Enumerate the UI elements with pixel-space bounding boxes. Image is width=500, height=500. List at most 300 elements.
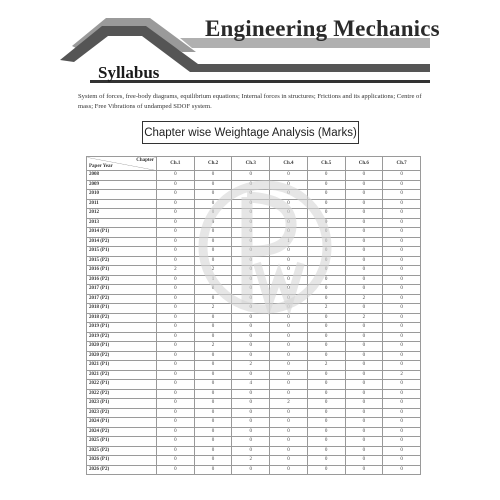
marks-cell-ch7: 0	[383, 332, 421, 342]
table-row	[87, 456, 421, 466]
marks-cell-ch3: 0	[232, 275, 270, 285]
marks-cell-ch1: 0	[157, 456, 195, 466]
marks-cell-ch3: 0	[232, 285, 270, 295]
paper-year-label: Paper Year	[89, 164, 113, 169]
row-year-cell: 2026 (P2)	[87, 465, 157, 475]
table-row	[87, 275, 421, 285]
table-row	[87, 408, 421, 418]
marks-cell-ch2: 0	[194, 323, 232, 333]
marks-cell-ch6: 0	[345, 389, 383, 399]
table-row	[87, 389, 421, 399]
marks-cell-ch1: 0	[157, 218, 195, 228]
marks-cell-ch5: 0	[307, 380, 345, 390]
marks-cell-ch6: 0	[345, 332, 383, 342]
marks-cell-ch6: 0	[345, 209, 383, 219]
row-year-cell: 2012	[87, 209, 157, 219]
marks-cell-ch6: 0	[345, 285, 383, 295]
row-year-cell: 2015 (P1)	[87, 247, 157, 257]
marks-cell-ch5: 0	[307, 446, 345, 456]
marks-cell-ch2: 0	[194, 389, 232, 399]
marks-cell-ch3: 0	[232, 304, 270, 314]
table-row	[87, 465, 421, 475]
marks-cell-ch3: 0	[232, 266, 270, 276]
marks-cell-ch6: 0	[345, 171, 383, 181]
marks-cell-ch7: 0	[383, 294, 421, 304]
marks-cell-ch5: 0	[307, 285, 345, 295]
marks-cell-ch1: 0	[157, 361, 195, 371]
row-year-cell: 2013	[87, 218, 157, 228]
marks-cell-ch3: 0	[232, 399, 270, 409]
marks-cell-ch1: 0	[157, 408, 195, 418]
marks-cell-ch7: 2	[383, 370, 421, 380]
row-year-cell: 2023 (P1)	[87, 399, 157, 409]
row-year-cell: 2019 (P2)	[87, 332, 157, 342]
marks-cell-ch4: 1	[270, 237, 308, 247]
marks-cell-ch4: 0	[270, 171, 308, 181]
marks-cell-ch1: 0	[157, 370, 195, 380]
marks-cell-ch4: 0	[270, 180, 308, 190]
table-row	[87, 437, 421, 447]
marks-cell-ch6: 0	[345, 437, 383, 447]
marks-cell-ch1: 0	[157, 180, 195, 190]
section-title: Chapter wise Weightage Analysis (Marks)	[142, 121, 359, 144]
marks-cell-ch5: 0	[307, 427, 345, 437]
marks-cell-ch2: 0	[194, 446, 232, 456]
marks-cell-ch5: 0	[307, 209, 345, 219]
marks-cell-ch5: 0	[307, 266, 345, 276]
marks-cell-ch1: 0	[157, 294, 195, 304]
marks-cell-ch5: 0	[307, 294, 345, 304]
marks-cell-ch6: 0	[345, 218, 383, 228]
marks-cell-ch7: 0	[383, 285, 421, 295]
table-row	[87, 237, 421, 247]
marks-cell-ch5: 0	[307, 456, 345, 466]
marks-cell-ch5: 0	[307, 313, 345, 323]
marks-cell-ch7: 0	[383, 342, 421, 352]
marks-cell-ch1: 2	[157, 266, 195, 276]
row-year-cell: 2023 (P2)	[87, 408, 157, 418]
marks-cell-ch2: 0	[194, 199, 232, 209]
marks-cell-ch3: 0	[232, 465, 270, 475]
marks-cell-ch1: 0	[157, 427, 195, 437]
table-row	[87, 247, 421, 257]
marks-cell-ch1: 0	[157, 418, 195, 428]
marks-cell-ch6: 2	[345, 313, 383, 323]
table-row	[87, 180, 421, 190]
marks-cell-ch6: 0	[345, 190, 383, 200]
table-row	[87, 399, 421, 409]
marks-cell-ch4: 0	[270, 209, 308, 219]
marks-cell-ch3: 0	[232, 247, 270, 257]
marks-cell-ch5: 0	[307, 228, 345, 238]
marks-cell-ch5: 0	[307, 332, 345, 342]
marks-cell-ch7: 0	[383, 237, 421, 247]
marks-cell-ch5: 0	[307, 180, 345, 190]
marks-cell-ch5: 0	[307, 218, 345, 228]
marks-cell-ch2: 0	[194, 294, 232, 304]
marks-cell-ch4: 0	[270, 266, 308, 276]
marks-cell-ch6: 0	[345, 399, 383, 409]
marks-cell-ch1: 0	[157, 237, 195, 247]
row-year-cell: 2022 (P2)	[87, 389, 157, 399]
marks-cell-ch1: 0	[157, 256, 195, 266]
marks-cell-ch2: 0	[194, 171, 232, 181]
marks-cell-ch3: 0	[232, 446, 270, 456]
marks-cell-ch3: 0	[232, 180, 270, 190]
marks-cell-ch7: 0	[383, 171, 421, 181]
marks-cell-ch4: 0	[270, 275, 308, 285]
table-row	[87, 209, 421, 219]
marks-cell-ch6: 0	[345, 304, 383, 314]
marks-cell-ch7: 0	[383, 304, 421, 314]
marks-cell-ch2: 0	[194, 237, 232, 247]
marks-cell-ch1: 0	[157, 351, 195, 361]
marks-cell-ch7: 0	[383, 199, 421, 209]
marks-cell-ch2: 0	[194, 408, 232, 418]
table-row	[87, 228, 421, 238]
marks-cell-ch7: 0	[383, 228, 421, 238]
marks-cell-ch2: 0	[194, 256, 232, 266]
table-row	[87, 313, 421, 323]
marks-cell-ch6: 0	[345, 351, 383, 361]
row-year-cell: 2018 (P1)	[87, 304, 157, 314]
row-year-cell: 2011	[87, 199, 157, 209]
marks-cell-ch2: 0	[194, 209, 232, 219]
marks-cell-ch1: 0	[157, 323, 195, 333]
marks-cell-ch6: 0	[345, 237, 383, 247]
marks-cell-ch7: 0	[383, 380, 421, 390]
marks-cell-ch7: 0	[383, 427, 421, 437]
syllabus-description: System of forces, free-body diagrams, equilibrium equations; Internal forces in structures; Frictions and its applications; Centre of mass; Free Vibrations of undamped SDOF system.	[78, 93, 422, 110]
marks-cell-ch7: 0	[383, 465, 421, 475]
row-year-cell: 2017 (P2)	[87, 294, 157, 304]
marks-cell-ch7: 0	[383, 361, 421, 371]
row-year-cell: 2022 (P1)	[87, 380, 157, 390]
table-row	[87, 256, 421, 266]
marks-cell-ch6: 0	[345, 266, 383, 276]
marks-cell-ch3: 0	[232, 218, 270, 228]
marks-cell-ch6: 0	[345, 247, 383, 257]
marks-cell-ch7: 0	[383, 418, 421, 428]
marks-cell-ch3: 0	[232, 437, 270, 447]
table-row	[87, 370, 421, 380]
marks-cell-ch3: 0	[232, 209, 270, 219]
marks-cell-ch2: 0	[194, 218, 232, 228]
marks-cell-ch5: 0	[307, 370, 345, 380]
table-body	[87, 171, 421, 475]
marks-cell-ch7: 0	[383, 437, 421, 447]
marks-cell-ch6: 0	[345, 446, 383, 456]
marks-cell-ch5: 0	[307, 399, 345, 409]
marks-cell-ch5: 0	[307, 247, 345, 257]
marks-cell-ch1: 0	[157, 389, 195, 399]
marks-cell-ch3: 0	[232, 427, 270, 437]
marks-cell-ch1: 0	[157, 247, 195, 257]
marks-cell-ch5: 0	[307, 351, 345, 361]
marks-cell-ch2: 0	[194, 418, 232, 428]
marks-cell-ch6: 0	[345, 456, 383, 466]
marks-cell-ch2: 2	[194, 266, 232, 276]
row-year-cell: 2019 (P1)	[87, 323, 157, 333]
marks-cell-ch2: 0	[194, 351, 232, 361]
marks-cell-ch1: 0	[157, 399, 195, 409]
marks-cell-ch6: 0	[345, 427, 383, 437]
marks-cell-ch3: 0	[232, 351, 270, 361]
marks-cell-ch5: 0	[307, 437, 345, 447]
marks-cell-ch4: 0	[270, 323, 308, 333]
marks-cell-ch1: 0	[157, 332, 195, 342]
marks-cell-ch7: 0	[383, 190, 421, 200]
row-year-cell: 2024 (P2)	[87, 427, 157, 437]
marks-cell-ch1: 0	[157, 304, 195, 314]
table-row	[87, 332, 421, 342]
marks-cell-ch6: 0	[345, 228, 383, 238]
marks-cell-ch5: 2	[307, 304, 345, 314]
header-ch5: Ch.5	[307, 157, 345, 171]
marks-cell-ch3: 0	[232, 408, 270, 418]
corner-header-cell	[87, 157, 157, 171]
page-title: Engineering Mechanics	[205, 16, 440, 41]
marks-cell-ch3: 0	[232, 171, 270, 181]
marks-cell-ch7: 0	[383, 209, 421, 219]
marks-cell-ch7: 0	[383, 399, 421, 409]
marks-cell-ch1: 0	[157, 275, 195, 285]
row-year-cell: 2026 (P1)	[87, 456, 157, 466]
marks-cell-ch7: 0	[383, 313, 421, 323]
marks-cell-ch4: 0	[270, 247, 308, 257]
marks-cell-ch2: 0	[194, 380, 232, 390]
marks-cell-ch4: 0	[270, 351, 308, 361]
marks-cell-ch2: 1	[194, 275, 232, 285]
marks-cell-ch4: 0	[270, 256, 308, 266]
header-ch3: Ch.3	[232, 157, 270, 171]
marks-cell-ch2: 2	[194, 304, 232, 314]
marks-cell-ch3: 0	[232, 332, 270, 342]
marks-cell-ch4: 0	[270, 228, 308, 238]
marks-cell-ch6: 0	[345, 199, 383, 209]
marks-cell-ch3: 0	[232, 418, 270, 428]
row-year-cell: 2017 (P1)	[87, 285, 157, 295]
marks-cell-ch3: 0	[232, 256, 270, 266]
marks-cell-ch4: 0	[270, 427, 308, 437]
marks-cell-ch3: 2	[232, 361, 270, 371]
table-row	[87, 199, 421, 209]
marks-cell-ch1: 0	[157, 209, 195, 219]
marks-cell-ch6: 0	[345, 342, 383, 352]
marks-cell-ch7: 0	[383, 218, 421, 228]
header-decoration	[0, 0, 500, 90]
marks-cell-ch4: 0	[270, 465, 308, 475]
marks-cell-ch1: 0	[157, 437, 195, 447]
marks-cell-ch4: 0	[270, 285, 308, 295]
marks-cell-ch5: 0	[307, 237, 345, 247]
marks-cell-ch3: 0	[232, 389, 270, 399]
marks-cell-ch4: 0	[270, 342, 308, 352]
marks-cell-ch4: 0	[270, 418, 308, 428]
marks-cell-ch3: 0	[232, 323, 270, 333]
marks-cell-ch3: 0	[232, 237, 270, 247]
row-year-cell: 2024 (P1)	[87, 418, 157, 428]
marks-cell-ch4: 0	[270, 408, 308, 418]
table-row	[87, 342, 421, 352]
row-year-cell: 2020 (P1)	[87, 342, 157, 352]
marks-cell-ch2: 2	[194, 342, 232, 352]
marks-cell-ch6: 0	[345, 180, 383, 190]
marks-cell-ch7: 0	[383, 256, 421, 266]
marks-cell-ch6: 0	[345, 380, 383, 390]
marks-cell-ch1: 0	[157, 465, 195, 475]
marks-cell-ch7: 0	[383, 389, 421, 399]
marks-cell-ch6: 0	[345, 408, 383, 418]
table-row	[87, 361, 421, 371]
marks-cell-ch4: 0	[270, 313, 308, 323]
table-row	[87, 285, 421, 295]
marks-cell-ch1: 0	[157, 171, 195, 181]
marks-cell-ch2: 0	[194, 437, 232, 447]
marks-cell-ch5: 0	[307, 418, 345, 428]
marks-cell-ch6: 0	[345, 361, 383, 371]
table-row	[87, 218, 421, 228]
marks-cell-ch2: 0	[194, 228, 232, 238]
marks-cell-ch2: 0	[194, 313, 232, 323]
row-year-cell: 2020 (P2)	[87, 351, 157, 361]
marks-cell-ch4: 0	[270, 304, 308, 314]
table-row	[87, 380, 421, 390]
marks-cell-ch2: 0	[194, 399, 232, 409]
marks-cell-ch3: 0	[232, 228, 270, 238]
row-year-cell: 2016 (P2)	[87, 275, 157, 285]
marks-cell-ch6: 0	[345, 275, 383, 285]
marks-cell-ch1: 0	[157, 285, 195, 295]
row-year-cell: 2014 (P1)	[87, 228, 157, 238]
marks-cell-ch7: 0	[383, 323, 421, 333]
marks-cell-ch2: 0	[194, 427, 232, 437]
marks-cell-ch7: 0	[383, 266, 421, 276]
marks-cell-ch5: 0	[307, 199, 345, 209]
marks-cell-ch1: 0	[157, 446, 195, 456]
table-row	[87, 351, 421, 361]
marks-cell-ch2: 0	[194, 180, 232, 190]
marks-cell-ch7: 0	[383, 275, 421, 285]
row-year-cell: 2016 (P1)	[87, 266, 157, 276]
marks-cell-ch6: 0	[345, 465, 383, 475]
chapter-label: Chapter	[136, 158, 154, 163]
header-ch7: Ch.7	[383, 157, 421, 171]
marks-cell-ch4: 0	[270, 294, 308, 304]
marks-cell-ch3: 0	[232, 294, 270, 304]
marks-cell-ch4: 0	[270, 446, 308, 456]
marks-cell-ch1: 0	[157, 380, 195, 390]
marks-cell-ch6: 0	[345, 418, 383, 428]
marks-cell-ch6: 0	[345, 323, 383, 333]
marks-cell-ch3: 4	[232, 380, 270, 390]
weightage-table	[86, 156, 421, 475]
marks-cell-ch2: 0	[194, 285, 232, 295]
marks-cell-ch3: 0	[232, 199, 270, 209]
marks-cell-ch2: 0	[194, 361, 232, 371]
table-row	[87, 171, 421, 181]
row-year-cell: 2014 (P2)	[87, 237, 157, 247]
table-row	[87, 304, 421, 314]
marks-cell-ch5: 0	[307, 275, 345, 285]
row-year-cell: 2009	[87, 180, 157, 190]
marks-cell-ch4: 0	[270, 199, 308, 209]
marks-cell-ch3: 0	[232, 370, 270, 380]
row-year-cell: 2008	[87, 171, 157, 181]
marks-cell-ch2: 0	[194, 456, 232, 466]
marks-cell-ch5: 0	[307, 408, 345, 418]
marks-cell-ch6: 0	[345, 256, 383, 266]
table-row	[87, 446, 421, 456]
marks-cell-ch6: 2	[345, 294, 383, 304]
weightage-table-container	[86, 156, 421, 475]
marks-cell-ch1: 0	[157, 342, 195, 352]
marks-cell-ch1: 0	[157, 228, 195, 238]
marks-cell-ch2: 0	[194, 370, 232, 380]
header-ch2: Ch.2	[194, 157, 232, 171]
marks-cell-ch2: 0	[194, 465, 232, 475]
table-row	[87, 323, 421, 333]
marks-cell-ch4: 0	[270, 218, 308, 228]
table-row	[87, 294, 421, 304]
table-row	[87, 190, 421, 200]
marks-cell-ch1: 0	[157, 190, 195, 200]
header-ch4: Ch.4	[270, 157, 308, 171]
marks-cell-ch7: 0	[383, 408, 421, 418]
marks-cell-ch4: 0	[270, 437, 308, 447]
marks-cell-ch1: 0	[157, 199, 195, 209]
marks-cell-ch4: 2	[270, 399, 308, 409]
table-row	[87, 418, 421, 428]
marks-cell-ch3: 0	[232, 342, 270, 352]
marks-cell-ch3: 0	[232, 190, 270, 200]
marks-cell-ch5: 0	[307, 190, 345, 200]
header-ch1: Ch.1	[157, 157, 195, 171]
marks-cell-ch2: 0	[194, 190, 232, 200]
marks-cell-ch1: 0	[157, 313, 195, 323]
row-year-cell: 2018 (P2)	[87, 313, 157, 323]
table-header-row	[87, 157, 421, 171]
marks-cell-ch5: 0	[307, 323, 345, 333]
marks-cell-ch7: 0	[383, 456, 421, 466]
row-year-cell: 2021 (P1)	[87, 361, 157, 371]
table-row	[87, 427, 421, 437]
marks-cell-ch4: 0	[270, 456, 308, 466]
marks-cell-ch5: 2	[307, 361, 345, 371]
marks-cell-ch6: 0	[345, 370, 383, 380]
marks-cell-ch7: 0	[383, 446, 421, 456]
marks-cell-ch4: 0	[270, 370, 308, 380]
marks-cell-ch2: 0	[194, 332, 232, 342]
marks-cell-ch5: 0	[307, 389, 345, 399]
marks-cell-ch7: 0	[383, 247, 421, 257]
row-year-cell: 2025 (P2)	[87, 446, 157, 456]
syllabus-heading: Syllabus	[98, 63, 160, 82]
marks-cell-ch5: 0	[307, 256, 345, 266]
marks-cell-ch5: 0	[307, 465, 345, 475]
marks-cell-ch7: 0	[383, 180, 421, 190]
row-year-cell: 2025 (P1)	[87, 437, 157, 447]
header-ch6: Ch.6	[345, 157, 383, 171]
marks-cell-ch4: 0	[270, 332, 308, 342]
marks-cell-ch3: 2	[232, 456, 270, 466]
marks-cell-ch7: 0	[383, 351, 421, 361]
marks-cell-ch5: 0	[307, 342, 345, 352]
marks-cell-ch4: 0	[270, 389, 308, 399]
row-year-cell: 2010	[87, 190, 157, 200]
marks-cell-ch4: 0	[270, 361, 308, 371]
marks-cell-ch2: 0	[194, 247, 232, 257]
